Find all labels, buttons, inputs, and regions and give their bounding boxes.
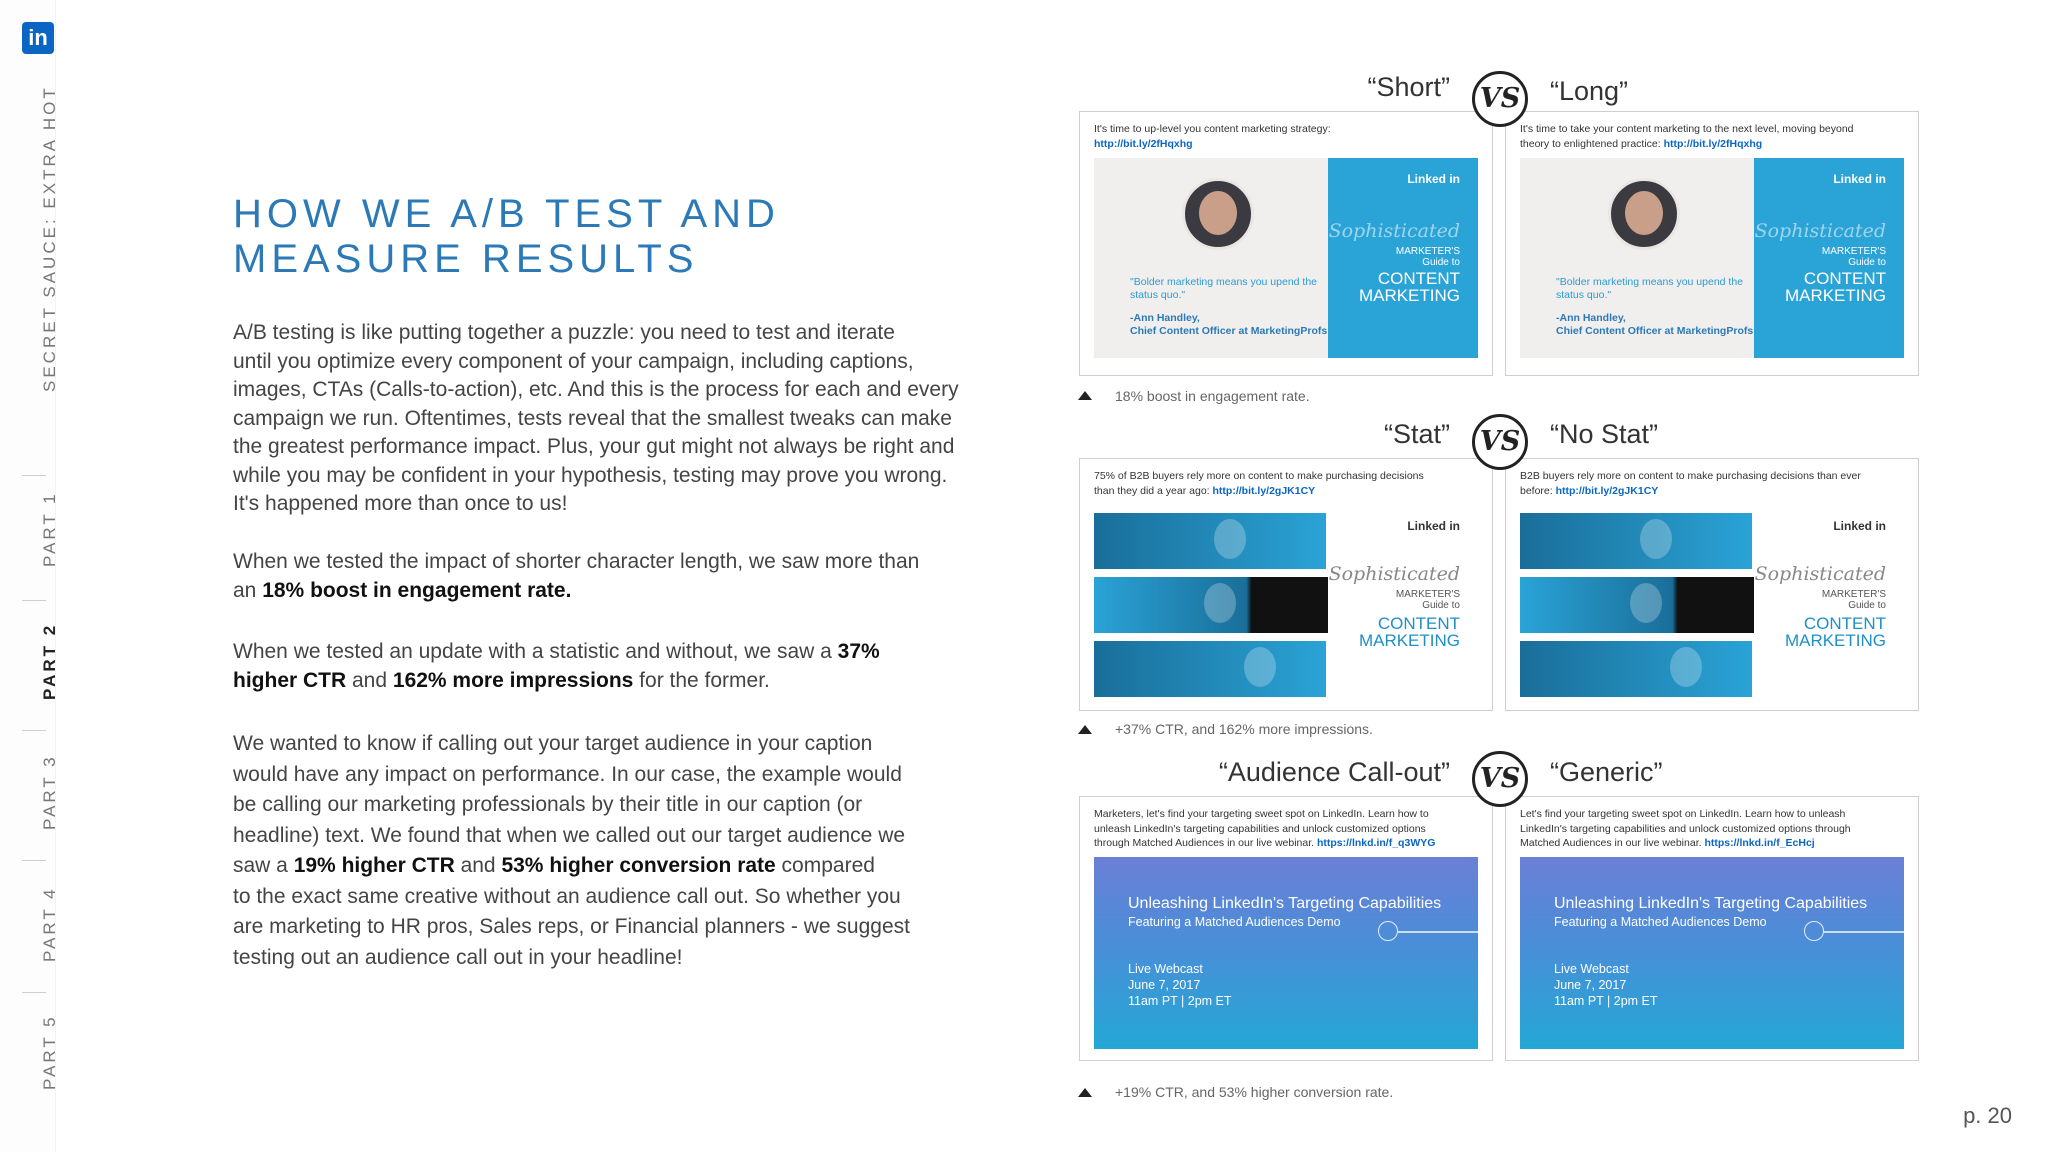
linkedin-wordmark: Linked in bbox=[1407, 519, 1460, 533]
no-stat-ad-card bbox=[1505, 458, 1919, 711]
paragraph-text: We wanted to know if calling out your target audience in your caption bbox=[233, 732, 873, 755]
ad-caption-text: Marketers, let's find your targeting sweet spot on LinkedIn. Learn how to bbox=[1094, 808, 1429, 820]
page-title bbox=[233, 192, 853, 282]
paragraph-text: and bbox=[346, 668, 393, 692]
ad-author-title: Chief Content Officer at MarketingProfs bbox=[1556, 325, 1754, 337]
ad-subtitle bbox=[1396, 589, 1460, 611]
ad-caption-text: LinkedIn's targeting capabilities and unlock customized options through bbox=[1520, 822, 1851, 835]
audience-callout-ad-card bbox=[1079, 796, 1493, 1061]
intro-line: A/B testing is like putting together a puzzle: you need to test and iterate bbox=[233, 321, 895, 344]
ad-caption-text: than they did a year ago: bbox=[1094, 484, 1213, 497]
linkedin-wordmark: Linked in bbox=[1833, 519, 1886, 533]
webcast-banner bbox=[1520, 857, 1904, 1049]
ad-subtitle-line: MARKETER'S bbox=[1395, 246, 1460, 257]
nav-part-1[interactable]: PART 1 bbox=[40, 491, 59, 567]
page-number: p. 20 bbox=[1963, 1103, 2012, 1128]
ad-headline bbox=[1785, 615, 1886, 649]
short-ad-card bbox=[1079, 111, 1493, 376]
long-label: “Long” bbox=[1550, 76, 1629, 106]
test1-result-caption: 18% boost in engagement rate. bbox=[1115, 388, 1310, 404]
ad-caption-text: Matched Audiences in our live webinar. bbox=[1520, 837, 1705, 849]
target-ring-icon bbox=[1804, 921, 1824, 941]
ad-subtitle-line: MARKETER'S bbox=[1395, 589, 1460, 600]
ad-guide-panel bbox=[1754, 158, 1904, 358]
decorative-line bbox=[1398, 931, 1478, 933]
webcast-subtitle: Featuring a Matched Audiences Demo bbox=[1128, 915, 1341, 929]
webcast-type: Live Webcast bbox=[1554, 962, 1629, 976]
paragraph-text: are marketing to HR pros, Sales reps, or Financial planners - we suggest bbox=[233, 915, 910, 938]
webcast-title: Unleashing LinkedIn's Targeting Capabilities bbox=[1128, 895, 1442, 912]
webcast-title: Unleashing LinkedIn's Targeting Capabilities bbox=[1554, 895, 1868, 912]
ad-headline-line: MARKETING bbox=[1358, 631, 1460, 650]
ad-photo-strip bbox=[1094, 513, 1326, 569]
intro-line: campaign we run. Oftentimes, tests reveal that the smallest tweaks can make bbox=[233, 406, 952, 430]
ad-script-title: Sophisticated bbox=[1328, 220, 1460, 242]
nav-part-3[interactable]: PART 3 bbox=[40, 754, 59, 830]
avatar bbox=[1182, 178, 1254, 250]
page-title-line-2: MEASURE RESULTS bbox=[233, 237, 699, 281]
paragraph-text: When we tested an update with a statistic and without, we saw a bbox=[233, 640, 838, 663]
ad-author-name: -Ann Handley, bbox=[1556, 312, 1626, 324]
nav-part-5[interactable]: PART 5 bbox=[40, 1014, 59, 1090]
ad-caption-text: through Matched Audiences in our live webinar. bbox=[1094, 837, 1317, 849]
ad-caption bbox=[1520, 807, 1910, 851]
page-title-line-1: HOW WE A/B TEST AND bbox=[233, 192, 780, 236]
decorative-line bbox=[1824, 931, 1904, 933]
ad-subtitle-line: Guide to bbox=[1422, 257, 1460, 268]
target-ring-icon bbox=[1378, 921, 1398, 941]
no-stat-label: “No Stat” bbox=[1550, 419, 1659, 449]
paragraph-text: When we tested the impact of shorter character length, we saw more than bbox=[233, 550, 920, 573]
ad-link[interactable]: http://bit.ly/2fHqxhg bbox=[1663, 137, 1763, 150]
ad-caption-text: Let's find your targeting sweet spot on LinkedIn. Learn how to unleash bbox=[1520, 808, 1846, 820]
webcast-details bbox=[1128, 961, 1232, 1009]
ad-quote: "Bolder marketing means you upend the status quo." bbox=[1556, 276, 1744, 301]
ad-caption-text: theory to enlightened practice: bbox=[1520, 137, 1664, 150]
webcast-details bbox=[1554, 961, 1658, 1009]
test2-result-caption: +37% CTR, and 162% more impressions. bbox=[1115, 721, 1373, 737]
ad-quote-panel bbox=[1520, 158, 1768, 358]
generic-label: “Generic” bbox=[1550, 757, 1663, 787]
linkedin-wordmark: Linked in bbox=[1407, 172, 1460, 186]
section-title: SECRET SAUCE: EXTRA HOT bbox=[40, 85, 59, 392]
ad-quote: "Bolder marketing means you upend the status quo." bbox=[1130, 276, 1318, 301]
highlight-stat: 19% higher CTR bbox=[293, 854, 455, 877]
webcast-type: Live Webcast bbox=[1128, 962, 1203, 976]
ad-link[interactable]: http://bit.ly/2gJK1CY bbox=[1555, 484, 1659, 497]
audience-callout-paragraph bbox=[233, 729, 963, 973]
ad-subtitle bbox=[1396, 246, 1460, 268]
triangle-up-icon bbox=[1078, 725, 1092, 734]
ad-caption bbox=[1520, 122, 1910, 151]
paragraph-text: headline) text. We found that when we called out our target audience we bbox=[233, 823, 906, 847]
ad-quote-panel bbox=[1094, 158, 1342, 358]
ad-photo-strip bbox=[1094, 577, 1348, 633]
ad-headline-line: MARKETING bbox=[1358, 286, 1460, 305]
rail-divider bbox=[22, 860, 46, 861]
highlight-stat: 53% higher conversion rate bbox=[501, 854, 776, 877]
triangle-up-icon bbox=[1078, 1088, 1092, 1097]
vs-badge-icon: VS bbox=[1472, 414, 1528, 470]
vs-badge-icon: VS bbox=[1472, 751, 1528, 807]
paragraph-text: to the exact same creative without an audience call out. So whether you bbox=[233, 884, 901, 908]
ad-author bbox=[1130, 312, 1340, 338]
rail-divider bbox=[22, 730, 46, 731]
intro-line: while you may be confident in your hypothesis, testing may prove you wrong. bbox=[233, 463, 948, 487]
triangle-up-icon bbox=[1078, 391, 1092, 400]
ad-guide-panel bbox=[1328, 158, 1478, 358]
paragraph-text: would have any impact on performance. In our case, the example would bbox=[233, 762, 902, 786]
ad-author bbox=[1556, 312, 1766, 338]
ad-author-title: Chief Content Officer at MarketingProfs bbox=[1130, 325, 1328, 337]
linkedin-wordmark: Linked in bbox=[1833, 172, 1886, 186]
avatar bbox=[1608, 178, 1680, 250]
ad-guide-panel bbox=[1754, 505, 1904, 705]
ad-subtitle-line: MARKETER'S bbox=[1821, 246, 1886, 257]
paragraph-text: be calling our marketing professionals by their title in our caption (or bbox=[233, 793, 863, 816]
ad-caption-text: B2B buyers rely more on content to make purchasing decisions than ever bbox=[1520, 470, 1861, 482]
ad-link[interactable]: http://bit.ly/2gJK1CY bbox=[1212, 484, 1316, 497]
highlight-stat: higher CTR bbox=[233, 668, 347, 692]
rail-divider bbox=[22, 600, 46, 601]
paragraph-text: for the former. bbox=[633, 668, 770, 692]
rail-divider bbox=[22, 992, 46, 993]
webcast-subtitle: Featuring a Matched Audiences Demo bbox=[1554, 915, 1767, 929]
highlight-stat: 162% more impressions bbox=[392, 668, 634, 692]
highlight-stat: 37% bbox=[837, 640, 880, 663]
stat-label: “Stat” bbox=[1383, 419, 1450, 449]
ad-photo-strip bbox=[1520, 513, 1752, 569]
ad-subtitle bbox=[1822, 589, 1886, 611]
test3-result-caption: +19% CTR, and 53% higher conversion rate. bbox=[1115, 1084, 1394, 1100]
ad-author-name: -Ann Handley, bbox=[1130, 312, 1200, 324]
intro-line: the greatest performance impact. Plus, your gut might not always be right and bbox=[233, 435, 955, 458]
audience-callout-label: “Audience Call-out” bbox=[1218, 757, 1450, 787]
intro-line: images, CTAs (Calls-to-action), etc. And this is the process for each and every bbox=[233, 378, 959, 401]
paragraph-text: saw a bbox=[233, 854, 294, 877]
ad-headline-line: CONTENT bbox=[1803, 269, 1886, 288]
ad-headline-line: CONTENT bbox=[1377, 269, 1460, 288]
ad-caption bbox=[1094, 469, 1484, 498]
ad-link[interactable]: https://lnkd.in/f_EcHcj bbox=[1704, 837, 1815, 849]
vs-badge-icon: VS bbox=[1472, 71, 1528, 127]
ad-photo-strip bbox=[1094, 641, 1326, 697]
short-vs-long-paragraph bbox=[233, 548, 963, 605]
ad-headline bbox=[1785, 270, 1886, 304]
generic-ad-card bbox=[1505, 796, 1919, 1061]
webcast-time: 11am PT | 2pm ET bbox=[1554, 994, 1658, 1008]
webcast-time: 11am PT | 2pm ET bbox=[1128, 994, 1232, 1008]
short-label: “Short” bbox=[1367, 72, 1450, 102]
linkedin-logo-icon[interactable]: in bbox=[22, 22, 54, 54]
long-ad-card bbox=[1505, 111, 1919, 376]
paragraph-text: and bbox=[454, 854, 502, 877]
ad-subtitle-line: Guide to bbox=[1848, 257, 1886, 268]
webcast-banner bbox=[1094, 857, 1478, 1049]
intro-line: It's happened more than once to us! bbox=[233, 492, 568, 515]
ad-headline bbox=[1359, 615, 1460, 649]
ad-photo-strip bbox=[1520, 641, 1752, 697]
stat-ad-card bbox=[1079, 458, 1493, 711]
ad-headline-line: CONTENT bbox=[1803, 614, 1886, 633]
ad-subtitle-line: Guide to bbox=[1422, 600, 1460, 611]
highlight-stat: 18% boost in engagement rate. bbox=[262, 578, 572, 602]
ad-caption-text: It's time to up-level you content marketing strategy: bbox=[1094, 123, 1331, 135]
ad-headline bbox=[1359, 270, 1460, 304]
ad-script-title: Sophisticated bbox=[1328, 563, 1460, 585]
ad-subtitle-line: Guide to bbox=[1848, 600, 1886, 611]
side-rail bbox=[0, 0, 59, 1152]
ad-guide-panel bbox=[1328, 505, 1478, 705]
intro-paragraph bbox=[233, 319, 963, 519]
ad-subtitle bbox=[1822, 246, 1886, 268]
intro-line: until you optimize every component of your campaign, including captions, bbox=[233, 349, 914, 373]
ad-photo-strip bbox=[1520, 577, 1774, 633]
ad-caption bbox=[1094, 807, 1484, 851]
paragraph-text: testing out an audience call out in your headline! bbox=[233, 945, 683, 969]
ad-link[interactable]: http://bit.ly/2fHqxhg bbox=[1094, 137, 1193, 150]
nav-part-4[interactable]: PART 4 bbox=[40, 886, 59, 962]
webcast-date: June 7, 2017 bbox=[1554, 978, 1627, 992]
ad-caption-text: 75% of B2B buyers rely more on content to make purchasing decisions bbox=[1094, 470, 1424, 482]
ad-headline-line: MARKETING bbox=[1784, 631, 1886, 650]
ad-headline-line: MARKETING bbox=[1784, 286, 1886, 305]
ad-caption-text: before: bbox=[1520, 484, 1556, 497]
ad-script-title: Sophisticated bbox=[1754, 220, 1886, 242]
stat-vs-nostat-paragraph bbox=[233, 638, 963, 695]
paragraph-text: an bbox=[233, 578, 263, 602]
ad-caption-text: unleash LinkedIn's targeting capabilities and unlock customized options bbox=[1094, 822, 1426, 835]
rail-divider bbox=[22, 475, 46, 476]
paragraph-text: compared bbox=[775, 854, 875, 877]
ad-caption-text: It's time to take your content marketing to the next level, moving beyond bbox=[1520, 123, 1854, 135]
ad-caption bbox=[1520, 469, 1910, 498]
webcast-date: June 7, 2017 bbox=[1128, 978, 1201, 992]
ad-script-title: Sophisticated bbox=[1754, 563, 1886, 585]
ad-headline-line: CONTENT bbox=[1377, 614, 1460, 633]
nav-part-2[interactable]: PART 2 bbox=[40, 622, 59, 700]
ad-caption bbox=[1094, 122, 1484, 151]
ad-link[interactable]: https://lnkd.in/f_q3WYG bbox=[1316, 837, 1436, 849]
ad-subtitle-line: MARKETER'S bbox=[1821, 589, 1886, 600]
